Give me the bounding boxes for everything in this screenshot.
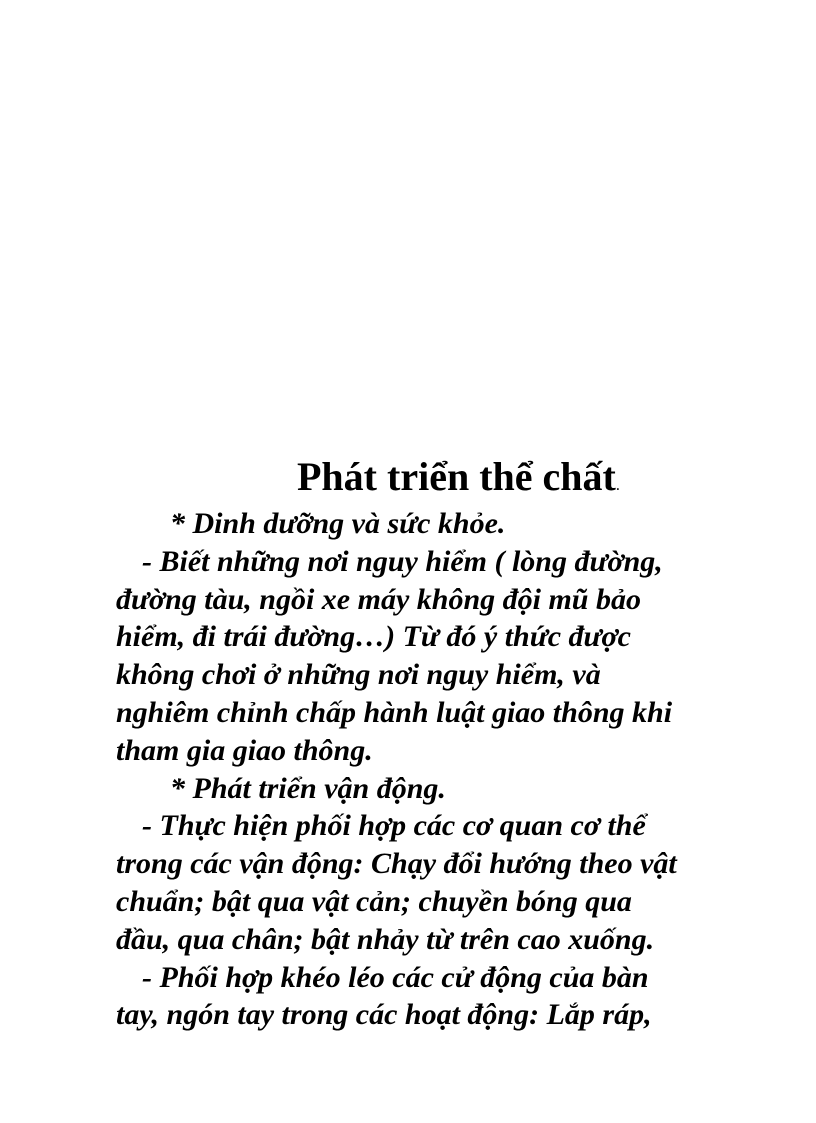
paragraph-line: tay, ngón tay trong các hoạt động: Lắp ráp, xyxy=(116,998,652,1032)
paragraph-line: hiểm, đi trái đường…) Từ đó ý thức được xyxy=(116,620,631,654)
subheading-motor-development: * Phát triển vận động. xyxy=(170,771,446,805)
paragraph-line: nghiêm chỉnh chấp hành luật giao thông khi xyxy=(116,695,673,729)
section-title-text: Phát triển thể chất xyxy=(297,454,616,499)
paragraph-line: - Biết những nơi nguy hiểm ( lòng đường, xyxy=(142,544,663,578)
paragraph-line: chuẩn; bật qua vật cản; chuyền bóng qua xyxy=(116,884,632,918)
paragraph-line: không chơi ở những nơi nguy hiểm, và xyxy=(116,658,601,692)
paragraph-line: đường tàu, ngồi xe máy không đội mũ bảo xyxy=(116,582,641,616)
paragraph-line: - Phối hợp khéo léo các cử động của bàn xyxy=(142,960,649,994)
section-body xyxy=(116,505,776,1034)
section-title xyxy=(297,453,620,510)
paragraph-line: tham gia giao thông. xyxy=(116,733,373,767)
paragraph-line: trong các vận động: Chạy đổi hướng theo vật xyxy=(116,847,677,881)
paragraph-line: đầu, qua chân; bật nhảy từ trên cao xuống. xyxy=(116,922,655,956)
section-title-period: . xyxy=(615,477,620,494)
subheading-nutrition: * Dinh dưỡng và sức khỏe. xyxy=(170,507,506,540)
paragraph-line: - Thực hiện phối hợp các cơ quan cơ thể xyxy=(142,809,646,843)
